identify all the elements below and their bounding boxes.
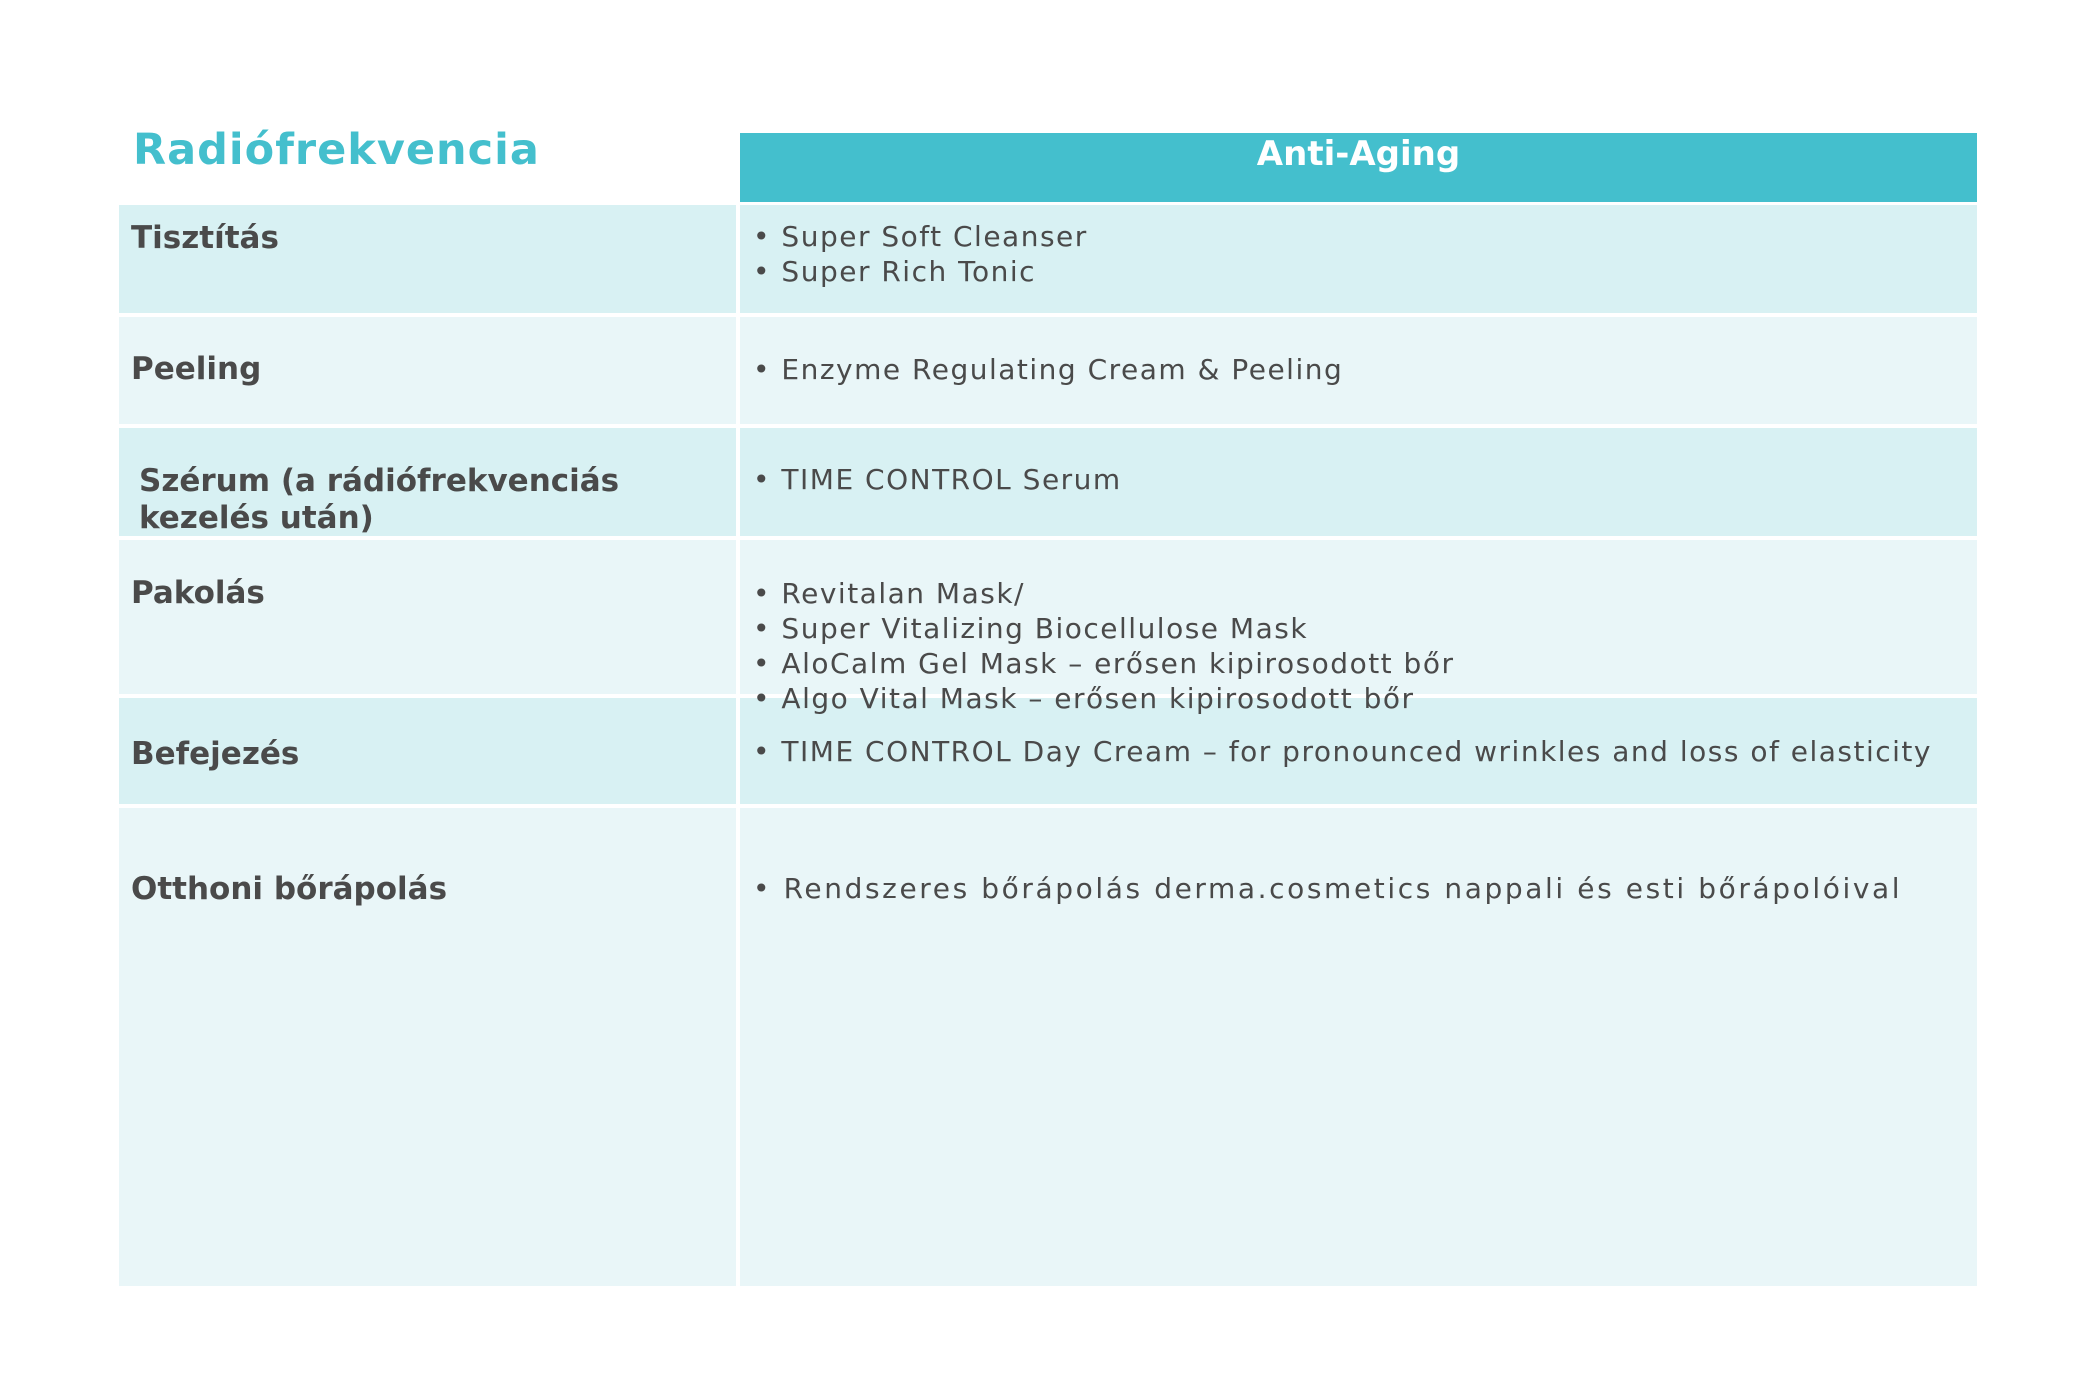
- row-label-cell: [119, 428, 736, 536]
- row-label: Otthoni bőrápolás: [131, 871, 448, 907]
- list-item: • TIME CONTROL Serum: [753, 462, 1122, 497]
- table-row-szerum: [119, 428, 1977, 536]
- row-label: Befejezés: [131, 736, 300, 772]
- product-list: [753, 219, 1088, 289]
- product-list: [753, 871, 1902, 906]
- product-list: [753, 352, 1343, 387]
- row-label: Pakolás: [131, 575, 265, 611]
- row-label: Szérum (a rádiófrekvenciás kezelés után): [139, 463, 620, 536]
- product-list: [753, 576, 1454, 716]
- column-header-anti-aging: [740, 133, 1977, 202]
- row-label: Tisztítás: [131, 220, 279, 256]
- row-items-cell: [740, 808, 1977, 1286]
- row-label-cell: [119, 205, 736, 313]
- list-item: • Super Soft Cleanser: [753, 219, 1088, 254]
- table-row-otthoni-borapolas: [119, 808, 1977, 1286]
- list-item: • AloCalm Gel Mask – erősen kipirosodott bőr: [753, 646, 1454, 681]
- table-row-tisztitas: [119, 205, 1977, 313]
- list-item: • Super Rich Tonic: [753, 254, 1088, 289]
- list-item: • Enzyme Regulating Cream & Peeling: [753, 352, 1343, 387]
- list-item: • TIME CONTROL Day Cream – for pronounced wrinkles and loss of elasticity: [753, 734, 1932, 769]
- row-label-cell: [119, 540, 736, 694]
- row-label-cell: [119, 808, 736, 1286]
- row-items-cell: [740, 540, 1977, 715]
- list-item: • Super Vitalizing Biocellulose Mask: [753, 611, 1454, 646]
- table-row-peeling: [119, 317, 1977, 424]
- row-label-cell: [119, 698, 736, 804]
- row-items-cell: [740, 317, 1977, 424]
- row-label: Peeling: [131, 351, 262, 387]
- column-header-label: Anti-Aging: [1256, 134, 1461, 174]
- list-item: • Algo Vital Mask – erősen kipirosodott bőr: [753, 681, 1454, 716]
- page-title: Radiófrekvencia: [133, 125, 540, 175]
- row-items-cell: [740, 428, 1977, 536]
- table-row-pakolas: [119, 540, 1977, 715]
- row-label-cell: [119, 317, 736, 424]
- product-list: [753, 734, 1932, 769]
- row-items-cell: [740, 205, 1977, 313]
- list-item: • Rendszeres bőrápolás derma.cosmetics nappali és esti bőrápolóival: [753, 871, 1902, 906]
- product-list: [753, 462, 1122, 497]
- list-item: • Revitalan Mask/: [753, 576, 1454, 611]
